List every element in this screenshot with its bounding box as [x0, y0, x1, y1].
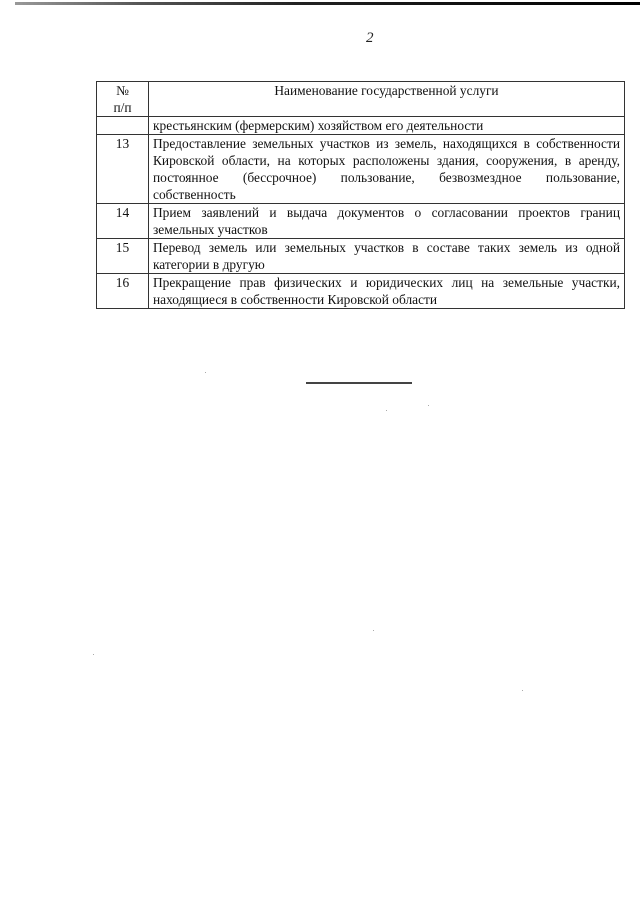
- table-row: [97, 274, 625, 309]
- table-row: [97, 239, 625, 274]
- scan-speck: [93, 654, 94, 655]
- page-number: 2: [366, 30, 374, 46]
- row-service-name: Предоставление земельных участков из земель, находящихся в собственности Кировской области, на которых расположены здания, сооружения, в аренду, постоянное (бессрочное) пользование, безвозмездное пользование, собственность: [149, 135, 625, 204]
- row-service-name: крестьянским (фермерским) хозяйством его деятельности: [149, 117, 625, 135]
- header-service-name: Наименование государственной услуги: [149, 82, 625, 117]
- row-number: 16: [97, 274, 149, 309]
- table-row: [97, 135, 625, 204]
- table-row: [97, 117, 625, 135]
- end-separator-line: [306, 382, 412, 384]
- scan-speck: [522, 690, 523, 691]
- scan-edge-artifact: [15, 2, 640, 5]
- header-number-line2: п/п: [113, 100, 132, 115]
- scan-speck: [428, 405, 429, 406]
- services-table: [96, 81, 625, 309]
- row-number: 14: [97, 204, 149, 239]
- row-number: [97, 117, 149, 135]
- table-row: [97, 204, 625, 239]
- row-number: 13: [97, 135, 149, 204]
- table-header-row: [97, 82, 625, 117]
- header-number-line1: №: [116, 83, 129, 98]
- header-number: [97, 82, 149, 117]
- row-service-name: Прекращение прав физических и юридических лиц на земельные участки, находящиеся в собственности Кировской области: [149, 274, 625, 309]
- scan-speck: [205, 372, 206, 373]
- row-number: 15: [97, 239, 149, 274]
- scan-speck: [386, 410, 387, 411]
- row-service-name: Прием заявлений и выдача документов о согласовании проектов границ земельных участков: [149, 204, 625, 239]
- row-service-name: Перевод земель или земельных участков в составе таких земель из одной категории в другую: [149, 239, 625, 274]
- scan-speck: [373, 630, 374, 631]
